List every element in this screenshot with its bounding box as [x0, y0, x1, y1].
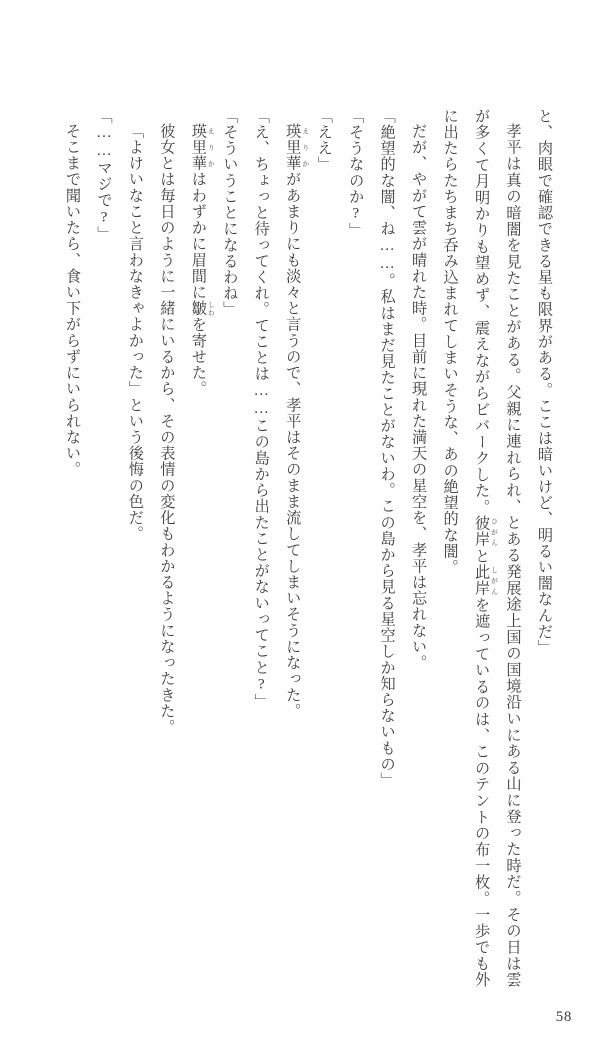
paragraph-5: 「そうなのか?」 [347, 108, 365, 239]
paragraph-3: だが、やがて雲が晴れた時。目前に現れた満天の星空を、孝平は忘れない。 [410, 123, 428, 671]
ruby-erika-1: 瑛里華 えりか [284, 123, 308, 172]
paragraph-12: 「よけいなこと言わなきゃよかった」という後悔の色だ。 [126, 123, 144, 543]
paragraph-10: 瑛里華 えりかはわずかに眉間に皺 しわを寄せた。 [189, 123, 214, 398]
paragraph-11: 彼女とは毎日のように一緒にいるから、その表情の変化もわかるようになったきた。 [158, 123, 176, 736]
page-text-body [48, 108, 560, 988]
page-number: 58 [555, 1009, 572, 1025]
paragraph-9: 「そういうことになるわね」 [221, 108, 239, 318]
paragraph-6: 「ええ」 [315, 108, 333, 173]
ruby-shigan: 此岸 しがん [473, 564, 497, 597]
paragraph-2: 孝平は真の暗闇を見たことがある。父親に連れられ、とある発展途上国の国境沿いにある山に登った時だ。その日は雲が多くて月明かりも望めず、震えながらビバークした。彼岸 ひがんと此岸 しがんを遮っているのは、このテントの布一枚。一歩でも外に出たらたちまち呑み込まれてしまいそうな、あの絶望的な闇。 [441, 108, 522, 988]
paragraph-7: 瑛里華 えりかがあまりにも淡々と言うので、孝平はそのまま流してしまいそうになった。 [284, 123, 308, 720]
paragraph-1: と、肉眼で確認できる星も限界がある。ここは暗いけど、明るい闇なんだ」 [536, 108, 553, 656]
ruby-erika-2: 瑛里華 えりか [189, 123, 214, 172]
paragraph-13: 「……マジで?」 [95, 108, 113, 243]
paragraph-8: 「え、ちょっと待ってくれ。てことは……この島から出たことがないってこと?」 [252, 108, 270, 710]
ruby-shiwa: 皺 しわ [189, 300, 214, 317]
paragraph-14: そこまで聞いたら、食い下がらずにいられない。 [63, 123, 81, 478]
ruby-higan: 彼岸 ひがん [473, 515, 497, 549]
paragraph-4: 「絶望的な闇、ね……。私はまだ見たことがないわ。この島から見る星空しか知らないもの」 [378, 108, 396, 789]
